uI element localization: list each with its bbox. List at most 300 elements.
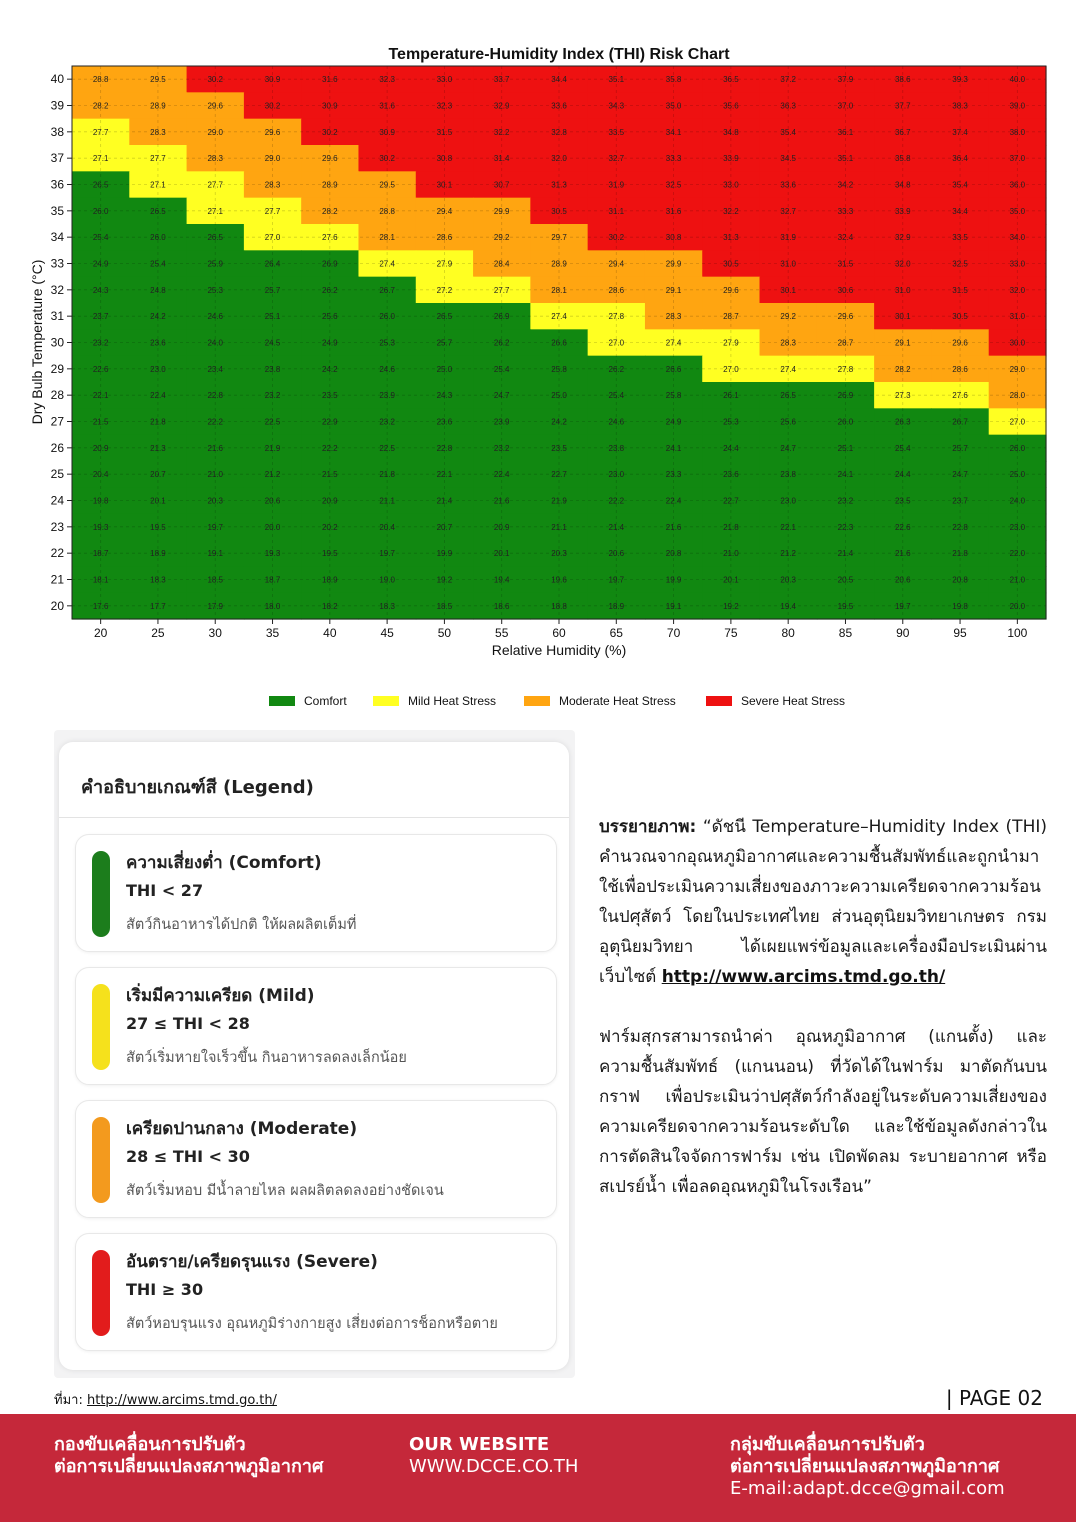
cell-value-label: 27.4 bbox=[551, 312, 567, 322]
y-tick-label: 22 bbox=[50, 546, 64, 561]
cell-value-label: 28.2 bbox=[894, 364, 911, 374]
y-tick-label: 38 bbox=[50, 124, 64, 139]
cell-value-label: 24.0 bbox=[1009, 496, 1026, 506]
cell-value-label: 19.7 bbox=[894, 601, 911, 611]
cell-value-label: 31.6 bbox=[665, 206, 682, 216]
cell-value-label: 27.2 bbox=[436, 285, 453, 295]
cell-value-label: 31.9 bbox=[780, 233, 796, 243]
caption-text bbox=[599, 812, 1047, 1202]
cell-value-label: 22.8 bbox=[207, 391, 224, 401]
cell-value-label: 30.8 bbox=[665, 233, 682, 243]
cell-value-label: 39.3 bbox=[952, 75, 968, 85]
chart-legend-swatch bbox=[373, 696, 399, 706]
page-number: | PAGE 02 bbox=[945, 1386, 1043, 1410]
cell-value-label: 21.0 bbox=[207, 470, 224, 480]
cell-value-label: 20.1 bbox=[493, 549, 510, 559]
cell-value-label: 29.4 bbox=[436, 206, 453, 216]
cell-value-label: 19.4 bbox=[493, 575, 510, 585]
cell-value-label: 19.8 bbox=[952, 601, 968, 611]
cell-value-label: 30.7 bbox=[493, 180, 510, 190]
cell-value-label: 24.4 bbox=[723, 443, 739, 453]
cell-value-label: 20.7 bbox=[436, 522, 453, 532]
cell-value-label: 25.7 bbox=[436, 338, 453, 348]
cell-value-label: 26.3 bbox=[894, 417, 911, 427]
y-tick-label: 24 bbox=[50, 493, 64, 508]
cell-value-label: 27.9 bbox=[436, 259, 453, 269]
legend-item-title: เริ่มมีความเครียด (Mild) bbox=[126, 986, 315, 1006]
legend-item-range: 27 ≤ THI < 28 bbox=[126, 1014, 250, 1033]
cell-value-label: 28.6 bbox=[436, 233, 453, 243]
cell-value-label: 21.1 bbox=[379, 496, 395, 506]
cell-value-label: 26.0 bbox=[837, 417, 854, 427]
cell-value-label: 22.6 bbox=[92, 364, 109, 374]
cell-value-label: 19.2 bbox=[723, 601, 739, 611]
cell-value-label: 22.9 bbox=[322, 417, 338, 427]
cell-value-label: 30.2 bbox=[264, 101, 281, 111]
cell-value-label: 18.9 bbox=[322, 575, 338, 585]
cell-value-label: 30.6 bbox=[837, 285, 854, 295]
cell-value-label: 19.3 bbox=[264, 549, 281, 559]
cell-value-label: 22.2 bbox=[608, 496, 625, 506]
cell-value-label: 34.4 bbox=[952, 206, 968, 216]
cell-value-label: 20.0 bbox=[264, 522, 281, 532]
cell-value-label: 34.1 bbox=[665, 127, 682, 137]
cell-value-label: 21.5 bbox=[92, 417, 109, 427]
cell-value-label: 30.2 bbox=[207, 75, 224, 85]
cell-value-label: 34.4 bbox=[551, 75, 567, 85]
cell-value-label: 37.4 bbox=[952, 127, 968, 137]
chart-legend-label: Severe Heat Stress bbox=[741, 694, 846, 708]
cell-value-label: 18.3 bbox=[150, 575, 166, 585]
cell-value-label: 21.4 bbox=[837, 549, 854, 559]
cell-value-label: 35.8 bbox=[894, 154, 911, 164]
chart-legend-swatch bbox=[706, 696, 732, 706]
cell-value-label: 24.0 bbox=[207, 338, 224, 348]
cell-value-label: 29.6 bbox=[837, 312, 854, 322]
cell-value-label: 28.2 bbox=[92, 101, 109, 111]
cell-value-label: 20.3 bbox=[207, 496, 224, 506]
cell-value-label: 22.2 bbox=[322, 443, 338, 453]
cell-value-label: 30.1 bbox=[894, 312, 911, 322]
cell-value-label: 31.0 bbox=[1009, 312, 1026, 322]
cell-value-label: 19.7 bbox=[379, 549, 395, 559]
chart-title: Temperature-Humidity Index (THI) Risk Chart bbox=[388, 46, 730, 63]
cell-value-label: 23.2 bbox=[264, 391, 281, 401]
cell-value-label: 31.5 bbox=[436, 127, 453, 137]
cell-value-label: 35.1 bbox=[608, 75, 625, 85]
cell-value-label: 20.5 bbox=[837, 575, 854, 585]
cell-value-label: 22.2 bbox=[207, 417, 224, 427]
cell-value-label: 19.1 bbox=[207, 549, 224, 559]
source-label: ที่มา: bbox=[54, 1393, 87, 1408]
cell-value-label: 25.9 bbox=[207, 259, 224, 269]
cell-value-label: 23.2 bbox=[379, 417, 395, 427]
cell-value-label: 37.0 bbox=[837, 101, 854, 111]
cell-value-label: 33.9 bbox=[894, 206, 911, 216]
cell-value-label: 25.8 bbox=[551, 364, 567, 374]
cell-value-label: 19.9 bbox=[665, 575, 682, 585]
y-tick-label: 20 bbox=[50, 598, 64, 613]
cell-value-label: 29.5 bbox=[150, 75, 166, 85]
cell-value-label: 22.4 bbox=[493, 470, 510, 480]
cell-value-label: 21.6 bbox=[207, 443, 224, 453]
cell-value-label: 18.7 bbox=[264, 575, 281, 585]
legend-color-bar bbox=[92, 851, 110, 937]
cell-value-label: 28.0 bbox=[1009, 391, 1026, 401]
cell-value-label: 21.5 bbox=[322, 470, 338, 480]
cell-value-label: 26.7 bbox=[952, 417, 968, 427]
cell-value-label: 19.4 bbox=[780, 601, 796, 611]
cell-value-label: 38.6 bbox=[894, 75, 911, 85]
chart-legend bbox=[269, 694, 845, 708]
cell-value-label: 29.5 bbox=[379, 180, 395, 190]
cell-value-label: 36.0 bbox=[1009, 180, 1026, 190]
cell-value-label: 24.3 bbox=[92, 285, 109, 295]
cell-value-label: 25.4 bbox=[92, 233, 109, 243]
legend-item-mild bbox=[75, 967, 557, 1085]
cell-value-label: 18.5 bbox=[436, 601, 453, 611]
legend-item-desc: สัตว์กินอาหารได้ปกติ ให้ผลผลิตเต็มที่ bbox=[126, 917, 357, 933]
caption-lead: บรรยายภาพ: bbox=[599, 817, 697, 837]
x-tick-label: 90 bbox=[896, 626, 910, 640]
legend-panel bbox=[59, 742, 569, 1370]
cell-value-label: 26.2 bbox=[608, 364, 625, 374]
cell-value-label: 19.5 bbox=[837, 601, 854, 611]
cell-value-label: 24.7 bbox=[493, 391, 510, 401]
cell-value-label: 28.6 bbox=[952, 364, 968, 374]
cell-value-label: 18.6 bbox=[493, 601, 510, 611]
cell-value-label: 22.0 bbox=[1009, 549, 1026, 559]
cell-value-label: 30.8 bbox=[436, 154, 453, 164]
cell-value-label: 29.6 bbox=[723, 285, 739, 295]
cell-value-label: 21.6 bbox=[493, 496, 510, 506]
cell-value-label: 32.4 bbox=[837, 233, 854, 243]
cell-value-label: 22.8 bbox=[952, 522, 968, 532]
cell-value-label: 24.2 bbox=[322, 364, 338, 374]
y-tick-label: 31 bbox=[50, 309, 64, 324]
cell-value-label: 29.7 bbox=[551, 233, 567, 243]
cell-value-label: 18.5 bbox=[207, 575, 224, 585]
cell-value-label: 26.1 bbox=[723, 391, 739, 401]
cell-value-label: 27.6 bbox=[952, 391, 968, 401]
cell-value-label: 18.7 bbox=[92, 549, 109, 559]
cell-value-label: 27.4 bbox=[665, 338, 682, 348]
x-tick-label: 80 bbox=[781, 626, 795, 640]
cell-value-label: 24.9 bbox=[322, 338, 338, 348]
cell-value-label: 28.3 bbox=[780, 338, 796, 348]
cell-value-label: 24.1 bbox=[665, 443, 682, 453]
cell-value-label: 29.9 bbox=[665, 259, 682, 269]
cell-value-label: 26.7 bbox=[379, 285, 395, 295]
cell-value-label: 19.7 bbox=[207, 522, 224, 532]
cell-value-label: 25.3 bbox=[723, 417, 739, 427]
cell-value-label: 28.2 bbox=[322, 206, 338, 216]
cell-value-label: 23.9 bbox=[493, 417, 510, 427]
cell-value-label: 34.8 bbox=[894, 180, 911, 190]
cell-value-label: 30.5 bbox=[723, 259, 739, 269]
cell-value-label: 24.2 bbox=[551, 417, 567, 427]
cell-value-label: 32.9 bbox=[894, 233, 911, 243]
cell-value-label: 37.7 bbox=[894, 101, 911, 111]
cell-value-label: 36.5 bbox=[723, 75, 739, 85]
cell-value-label: 33.5 bbox=[608, 127, 625, 137]
cell-value-label: 27.0 bbox=[1009, 417, 1026, 427]
cell-value-label: 29.0 bbox=[264, 154, 281, 164]
cell-value-label: 21.4 bbox=[608, 522, 625, 532]
cell-value-label: 27.7 bbox=[493, 285, 510, 295]
cell-value-label: 27.0 bbox=[608, 338, 625, 348]
cell-value-label: 23.7 bbox=[92, 312, 109, 322]
legend-item-comfort bbox=[75, 834, 557, 952]
cell-value-label: 23.0 bbox=[608, 470, 625, 480]
source-note bbox=[54, 1389, 277, 1410]
cell-value-label: 25.1 bbox=[264, 312, 281, 322]
cell-value-label: 27.6 bbox=[322, 233, 338, 243]
cell-value-label: 32.0 bbox=[894, 259, 911, 269]
cell-value-label: 25.0 bbox=[1009, 470, 1026, 480]
cell-value-label: 21.8 bbox=[952, 549, 968, 559]
cell-value-label: 21.0 bbox=[723, 549, 739, 559]
cell-value-label: 33.3 bbox=[837, 206, 854, 216]
cell-value-label: 27.8 bbox=[608, 312, 625, 322]
cell-value-label: 29.6 bbox=[322, 154, 338, 164]
cell-value-label: 32.9 bbox=[493, 101, 510, 111]
x-tick-label: 60 bbox=[552, 626, 566, 640]
footer-department bbox=[54, 1434, 323, 1478]
cell-value-label: 33.6 bbox=[551, 101, 567, 111]
cell-value-label: 25.7 bbox=[952, 443, 968, 453]
y-tick-label: 37 bbox=[50, 151, 64, 166]
cell-value-label: 29.1 bbox=[665, 285, 682, 295]
cell-value-label: 40.0 bbox=[1009, 75, 1026, 85]
cell-value-label: 22.7 bbox=[723, 496, 739, 506]
x-tick-label: 100 bbox=[1007, 626, 1028, 640]
cell-value-label: 28.3 bbox=[665, 312, 682, 322]
cell-value-label: 31.3 bbox=[723, 233, 739, 243]
cell-value-label: 23.8 bbox=[264, 364, 281, 374]
cell-value-label: 21.4 bbox=[436, 496, 453, 506]
cell-value-label: 27.8 bbox=[837, 364, 854, 374]
x-tick-label: 55 bbox=[495, 626, 509, 640]
cell-value-label: 21.2 bbox=[264, 470, 281, 480]
chart-legend-label: Mild Heat Stress bbox=[408, 694, 497, 708]
cell-value-label: 24.2 bbox=[150, 312, 166, 322]
cell-value-label: 20.6 bbox=[894, 575, 911, 585]
cell-value-label: 19.3 bbox=[92, 522, 109, 532]
cell-value-label: 26.5 bbox=[150, 206, 166, 216]
cell-value-label: 27.1 bbox=[92, 154, 109, 164]
cell-value-label: 19.5 bbox=[150, 522, 166, 532]
cell-value-label: 19.8 bbox=[92, 496, 109, 506]
cell-value-label: 34.3 bbox=[608, 101, 625, 111]
cell-value-label: 19.1 bbox=[665, 601, 682, 611]
cell-value-label: 22.1 bbox=[436, 470, 453, 480]
cell-value-label: 20.7 bbox=[150, 470, 166, 480]
cell-value-label: 28.8 bbox=[92, 75, 109, 85]
cell-value-label: 30.1 bbox=[780, 285, 796, 295]
cell-value-label: 20.1 bbox=[150, 496, 166, 506]
footer-department-line-2: ต่อการเปลี่ยนแปลงสภาพภูมิอากาศ bbox=[54, 1456, 324, 1477]
cell-value-label: 19.0 bbox=[379, 575, 395, 585]
cell-value-label: 35.1 bbox=[837, 154, 854, 164]
footer-contact-line-1: กลุ่มขับเคลื่อนการปรับตัว bbox=[730, 1434, 925, 1455]
chart-legend-label: Moderate Heat Stress bbox=[559, 694, 676, 708]
cell-value-label: 30.1 bbox=[436, 180, 453, 190]
y-tick-label: 33 bbox=[50, 256, 64, 271]
footer-website bbox=[409, 1434, 578, 1478]
y-tick-label: 34 bbox=[50, 230, 64, 245]
legend-color-bar bbox=[92, 1250, 110, 1336]
cell-value-label: 29.2 bbox=[493, 233, 510, 243]
cell-value-label: 27.9 bbox=[723, 338, 739, 348]
cell-value-label: 26.9 bbox=[837, 391, 854, 401]
x-tick-label: 75 bbox=[724, 626, 738, 640]
y-tick-label: 29 bbox=[50, 361, 64, 376]
cell-value-label: 29.4 bbox=[608, 259, 625, 269]
cell-value-label: 28.7 bbox=[723, 312, 739, 322]
cell-value-label: 20.3 bbox=[780, 575, 796, 585]
x-tick-label: 35 bbox=[265, 626, 280, 640]
cell-value-label: 21.8 bbox=[379, 470, 395, 480]
cell-value-label: 19.9 bbox=[436, 549, 453, 559]
x-tick-label: 70 bbox=[666, 626, 681, 640]
legend-item-title: เครียดปานกลาง (Moderate) bbox=[126, 1119, 358, 1139]
cell-value-label: 27.0 bbox=[723, 364, 739, 374]
legend-card bbox=[54, 730, 575, 1378]
cell-value-label: 32.0 bbox=[551, 154, 567, 164]
cell-value-label: 31.9 bbox=[608, 180, 625, 190]
cell-value-label: 28.9 bbox=[551, 259, 567, 269]
cell-value-label: 22.7 bbox=[551, 470, 567, 480]
legend-item-range: 28 ≤ THI < 30 bbox=[126, 1147, 250, 1166]
footer-department-line-1: กองขับเคลื่อนการปรับตัว bbox=[54, 1434, 246, 1455]
cell-value-label: 17.7 bbox=[150, 601, 166, 611]
y-tick-label: 30 bbox=[50, 335, 64, 350]
cell-value-label: 25.4 bbox=[894, 443, 911, 453]
legend-color-bar bbox=[92, 984, 110, 1070]
cell-value-label: 25.7 bbox=[264, 285, 281, 295]
chart-legend-label: Comfort bbox=[304, 694, 347, 708]
caption-body-2: ฟาร์มสุกรสามารถนำค่า อุณหภูมิอากาศ (แกนตั้ง) และ ความชื้นสัมพัทธ์ (แกนนอน) ที่วัดได้ในฟาร์ม มาตัดกันบนกราฟ เพื่อประเมินว่าปศุสัตว์กำลังอยู่ในระดับความเสี่ยงของความเครียดจากความร้อนระดับใด และใช้ข้อมูลดังกล่าวในการตัดสินใจจัดการฟาร์ม เช่น เปิดพัดลม ระบายอากาศ หรือ สเปรย์น้ำ เพื่อลดอุณหภูมิในโรงเรือน” bbox=[599, 1027, 1047, 1197]
cell-value-label: 28.6 bbox=[608, 285, 625, 295]
cell-value-label: 27.4 bbox=[780, 364, 796, 374]
cell-value-label: 20.4 bbox=[379, 522, 395, 532]
cell-value-label: 33.0 bbox=[1009, 259, 1026, 269]
cell-value-label: 27.3 bbox=[894, 391, 911, 401]
cell-value-label: 34.8 bbox=[723, 127, 739, 137]
chart-legend-swatch bbox=[269, 696, 295, 706]
cell-value-label: 25.3 bbox=[379, 338, 395, 348]
cell-value-label: 26.9 bbox=[322, 259, 338, 269]
cell-value-label: 22.5 bbox=[264, 417, 281, 427]
cell-value-label: 28.3 bbox=[264, 180, 281, 190]
cell-value-label: 23.2 bbox=[837, 496, 854, 506]
cell-value-label: 18.1 bbox=[92, 575, 109, 585]
y-tick-label: 27 bbox=[50, 414, 64, 429]
cell-value-label: 26.5 bbox=[92, 180, 109, 190]
x-tick-label: 65 bbox=[609, 626, 623, 640]
cell-value-label: 23.5 bbox=[322, 391, 338, 401]
legend-item-range: THI < 27 bbox=[126, 881, 204, 900]
cell-value-label: 27.1 bbox=[150, 180, 166, 190]
x-tick-label: 20 bbox=[93, 626, 108, 640]
cell-value-label: 39.0 bbox=[1009, 101, 1026, 111]
cell-value-label: 26.5 bbox=[780, 391, 796, 401]
cell-value-label: 17.6 bbox=[92, 601, 109, 611]
cell-value-label: 23.2 bbox=[493, 443, 510, 453]
legend-divider bbox=[59, 817, 569, 818]
legend-item-title: อันตราย/เครียดรุนแรง (Severe) bbox=[126, 1252, 378, 1272]
cell-value-label: 27.4 bbox=[379, 259, 395, 269]
legend-item-desc: สัตว์หอบรุนแรง อุณหภูมิร่างกายสูง เสี่ยงต่อการช็อกหรือตาย bbox=[126, 1316, 498, 1332]
cell-value-label: 32.7 bbox=[608, 154, 625, 164]
cell-value-label: 18.0 bbox=[264, 601, 281, 611]
cell-value-label: 22.5 bbox=[379, 443, 395, 453]
cell-value-label: 24.9 bbox=[665, 417, 682, 427]
x-axis-label: Relative Humidity (%) bbox=[491, 642, 627, 658]
cell-value-label: 18.3 bbox=[379, 601, 395, 611]
cell-value-label: 20.8 bbox=[952, 575, 968, 585]
x-tick-label: 45 bbox=[380, 626, 394, 640]
cell-value-label: 20.1 bbox=[723, 575, 739, 585]
cell-value-label: 30.5 bbox=[952, 312, 968, 322]
cell-value-label: 24.4 bbox=[894, 470, 911, 480]
legend-item-desc: สัตว์เริ่มหายใจเร็วขึ้น กินอาหารลดลงเล็กน้อย bbox=[126, 1050, 407, 1066]
source-link[interactable]: http://www.arcims.tmd.go.th/ bbox=[86, 1393, 277, 1408]
cell-value-label: 38.3 bbox=[952, 101, 968, 111]
thi-risk-chart bbox=[0, 0, 1076, 720]
cell-value-label: 26.0 bbox=[1009, 443, 1026, 453]
cell-value-label: 23.0 bbox=[780, 496, 796, 506]
cell-value-label: 19.5 bbox=[322, 549, 338, 559]
y-tick-label: 23 bbox=[50, 519, 64, 534]
cell-value-label: 22.4 bbox=[150, 391, 166, 401]
cell-value-label: 23.0 bbox=[150, 364, 166, 374]
cell-value-label: 33.3 bbox=[665, 154, 682, 164]
cell-value-label: 35.0 bbox=[665, 101, 682, 111]
cell-value-label: 26.6 bbox=[665, 364, 682, 374]
cell-value-label: 24.3 bbox=[436, 391, 453, 401]
cell-value-label: 26.4 bbox=[264, 259, 281, 269]
cell-value-label: 20.3 bbox=[551, 549, 567, 559]
cell-value-label: 24.8 bbox=[150, 285, 166, 295]
cell-value-label: 20.2 bbox=[322, 522, 338, 532]
cell-value-label: 21.0 bbox=[1009, 575, 1026, 585]
cell-value-label: 36.1 bbox=[837, 127, 854, 137]
x-axis-ticks bbox=[94, 619, 1028, 640]
cell-value-label: 22.8 bbox=[436, 443, 453, 453]
cell-value-label: 20.8 bbox=[665, 549, 682, 559]
cell-value-label: 20.9 bbox=[493, 522, 510, 532]
cell-value-label: 31.1 bbox=[608, 206, 625, 216]
cell-value-label: 33.7 bbox=[493, 75, 510, 85]
legend-heading: คำอธิบายเกณฑ์สี (Legend) bbox=[81, 777, 314, 798]
cell-value-label: 27.7 bbox=[92, 127, 109, 137]
cell-value-label: 26.5 bbox=[436, 312, 453, 322]
cell-value-label: 27.7 bbox=[264, 206, 281, 216]
cell-value-label: 28.9 bbox=[150, 101, 166, 111]
footer bbox=[0, 1414, 1076, 1522]
caption-link[interactable]: http://www.arcims.tmd.go.th/ bbox=[661, 967, 946, 987]
cell-value-label: 28.1 bbox=[551, 285, 567, 295]
footer-website-url[interactable]: WWW.DCCE.CO.TH bbox=[409, 1456, 579, 1477]
y-tick-label: 40 bbox=[50, 72, 64, 87]
cell-value-label: 29.0 bbox=[1009, 364, 1026, 374]
cell-value-label: 23.9 bbox=[379, 391, 395, 401]
footer-email[interactable]: E-mail:adapt.dcce@gmail.com bbox=[730, 1478, 1005, 1499]
cell-value-label: 30.2 bbox=[608, 233, 625, 243]
x-tick-label: 95 bbox=[953, 626, 967, 640]
